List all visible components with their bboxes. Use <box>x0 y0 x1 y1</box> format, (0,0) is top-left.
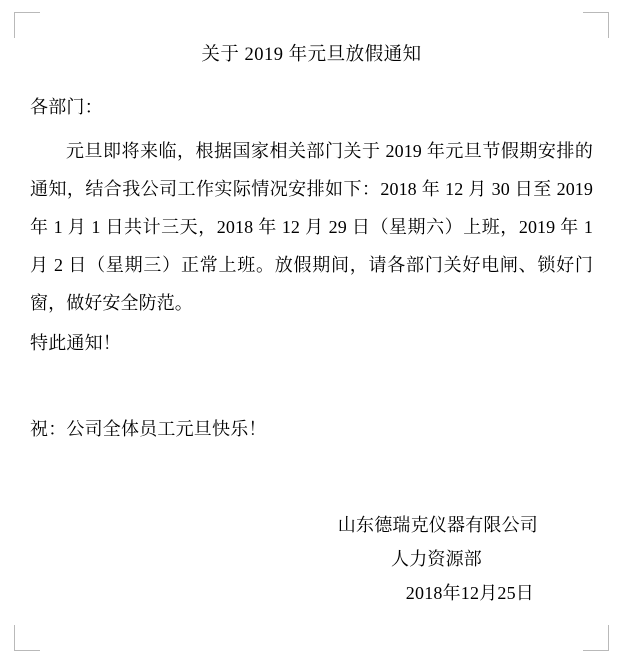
signature-date: 2018年12月25日 <box>405 583 534 603</box>
page-title: 关于 2019 年元旦放假通知 <box>201 45 422 65</box>
document-content <box>30 40 593 610</box>
notice-body-paragraph: 元旦即将来临，根据国家相关部门关于 2019 年元旦节假期安排的通知，结合我公司工作实际情况安排如下：2018 年 12 月 30 日至 2019 年 1 月 1 日共计三天，2018 年 12 月 29 日（星期六）上班，2019 年 1 月 2 日（星期三）正常上班。放假期间，请各部门关好电闸、锁好门窗，做好安全防范。 <box>30 141 593 313</box>
crop-mark-bottom-left <box>14 625 40 651</box>
closing-statement: 特此通知！ <box>30 333 121 353</box>
signature-block <box>30 508 593 610</box>
crop-mark-top-right <box>583 12 609 38</box>
signature-department: 人力资源部 <box>391 549 482 569</box>
blessing-text: 祝：公司全体员工元旦快乐！ <box>30 419 267 439</box>
crop-mark-top-left <box>14 12 40 38</box>
crop-mark-bottom-right <box>583 625 609 651</box>
salutation-text: 各部门： <box>30 97 103 117</box>
signature-company: 山东德瑞克仪器有限公司 <box>337 515 538 535</box>
